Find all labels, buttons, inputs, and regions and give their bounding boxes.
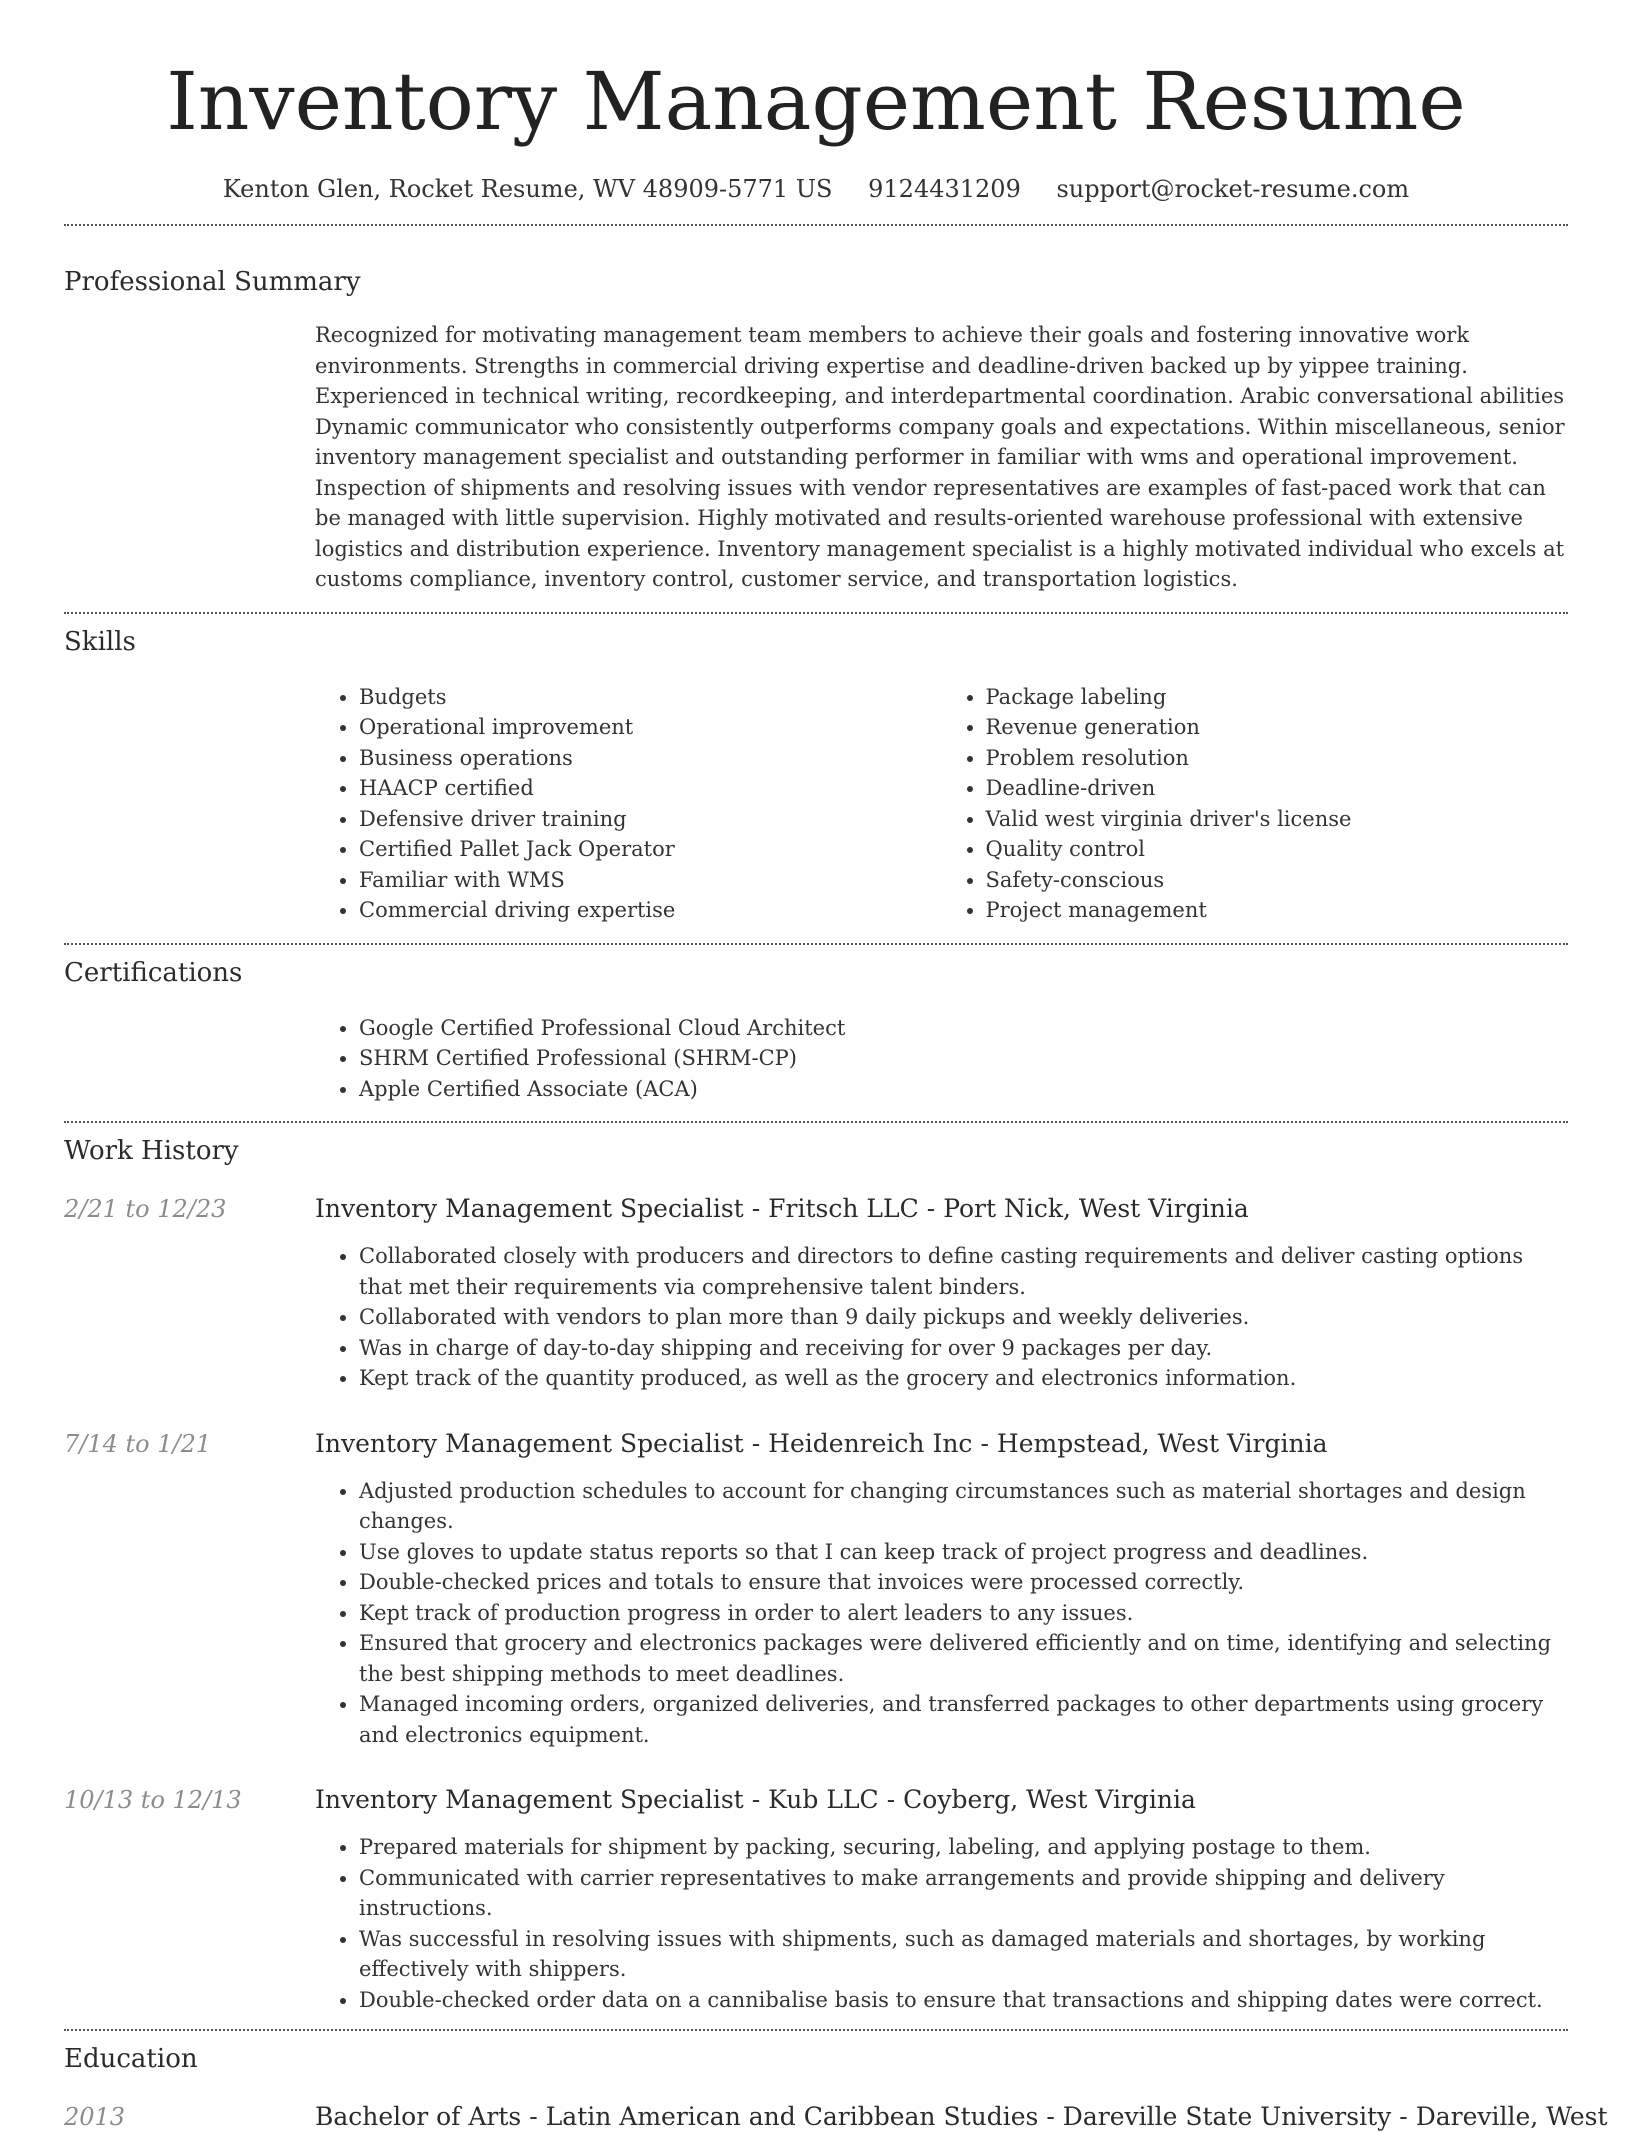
job-bullet: • Collaborated with vendors to plan more than 9 daily pickups and weekly deliveries. [359,1302,1568,1333]
job-company: Heidenreich Inc [768,1428,973,1458]
skill-item: • Quality control [986,834,1569,865]
skills-column-left [315,682,942,926]
divider [64,943,1568,945]
skill-item: • Operational improvement [359,712,942,743]
education-heading: Bachelor of Arts - Latin American and Caribbean Studies - Dareville State University - Dareville, West [315,2102,1608,2131]
section-heading-work-history: Work History [64,1136,239,1166]
job-heading: Inventory Management Specialist - Heidenreich Inc - Hempstead, West Virginia [315,1428,1328,1458]
job-company: Fritsch LLC [768,1194,919,1223]
divider [64,1121,1568,1123]
skill-item: • Deadline-driven [986,773,1569,804]
job-bullet: • Double-checked order data on a cannibalise basis to ensure that transactions and shipping dates were correct. [359,1985,1568,2016]
job-bullet: • Prepared materials for shipment by packing, securing, labeling, and applying postage to them. [359,1832,1568,1863]
certifications-list [315,1013,1568,1105]
job-company: Kub LLC [768,1785,879,1814]
education-location: Dareville, West [1415,2102,1608,2131]
job-dates: 7/14 to 1/21 [64,1429,212,1458]
skill-item: • Familiar with WMS [359,865,942,896]
education-entry [64,2101,1608,2133]
summary-text: Recognized for motivating management team members to achieve their goals and fostering innovative work environments. Strengths in commercial driving expertise and deadline-driven backed up by yippee training. Experienced in technical writing, recordkeeping, and interdepartmental coordination. Arabic conversational abilities Dynamic communicator who consistently outperforms company goals and expectations. Within miscellaneous, senior inventory management specialist and outstanding performer in familiar with wms and operational improvement. Inspection of shipments and resolving issues with vendor representatives are examples of fast-paced work that can be managed with little supervision. Highly motivated and results-oriented warehouse professional with extensive logistics and distribution experience. Inventory management specialist is a highly motivated individual who excels at customs compliance, inventory control, customer service, and transportation logistics. [315,323,1565,591]
certification-item: • Apple Certified Associate (ACA) [359,1074,1568,1105]
job-heading: Inventory Management Specialist - Kub LLC - Coyberg, West Virginia [315,1785,1196,1814]
job-bullet: • Was in charge of day-to-day shipping and receiving for over 9 packages per day. [359,1333,1568,1364]
job-entry [64,1428,1568,1751]
skill-item: • Safety-conscious [986,865,1569,896]
contact-phone: 9124431209 [868,175,1021,203]
skill-item: • Business operations [359,743,942,774]
skill-item: • Valid west virginia driver's license [986,804,1569,835]
section-heading-certifications: Certifications [64,957,243,988]
job-bullet: • Kept track of the quantity produced, as well as the grocery and electronics information. [359,1363,1568,1394]
certification-item: • Google Certified Professional Cloud Architect [359,1013,1568,1044]
job-bullet: • Managed incoming orders, organized deliveries, and transferred packages to other departments using grocery and electronics equipment. [359,1689,1568,1750]
education-school: Dareville State University [1062,2102,1392,2131]
job-dates: 10/13 to 12/13 [64,1786,242,1814]
contact-line [64,174,1568,204]
divider [64,2029,1568,2031]
divider [64,612,1568,614]
job-location: Coyberg, West Virginia [903,1785,1196,1814]
job-role: Inventory Management Specialist [315,1194,744,1223]
job-role: Inventory Management Specialist [315,1785,744,1814]
contact-email: support@rocket-resume.com [1056,175,1410,203]
skills-column-right [942,682,1569,926]
job-bullet: • Collaborated closely with producers and directors to define casting requirements and deliver casting options that met their requirements via comprehensive talent binders. [359,1241,1568,1302]
education-degree: Bachelor of Arts [315,2102,522,2131]
divider [64,224,1568,226]
job-location: Hempstead, West Virginia [996,1428,1328,1458]
skill-item: • Revenue generation [986,712,1569,743]
job-bullet: • Double-checked prices and totals to ensure that invoices were processed correctly. [359,1567,1568,1598]
job-bullet: • Kept track of production progress in order to alert leaders to any issues. [359,1598,1568,1629]
resume-title: Inventory Management Resume [166,55,1466,148]
education-field: Latin American and Caribbean Studies [545,2102,1039,2131]
job-bullets [315,1832,1568,2015]
job-bullets [315,1241,1568,1394]
job-bullet: • Ensured that grocery and electronics packages were delivered efficiently and on time, identifying and selecting the best shipping methods to meet deadlines. [359,1628,1568,1689]
section-heading-skills: Skills [64,626,136,657]
contact-address: Kenton Glen, Rocket Resume, WV 48909-5771 US [222,175,833,203]
skill-item: • Budgets [359,682,942,713]
skill-item: • Defensive driver training [359,804,942,835]
skill-item: • Problem resolution [986,743,1569,774]
job-bullet: • Adjusted production schedules to account for changing circumstances such as material shortages and design changes. [359,1476,1568,1537]
certification-item: • SHRM Certified Professional (SHRM-CP) [359,1043,1568,1074]
section-heading-summary: Professional Summary [64,267,361,297]
job-bullet: • Communicated with carrier representatives to make arrangements and provide shipping and delivery instructions. [359,1863,1568,1924]
job-dates: 2/21 to 12/23 [64,1195,227,1223]
skill-item: • HAACP certified [359,773,942,804]
skill-item: • Certified Pallet Jack Operator [359,834,942,865]
section-heading-education: Education [64,2044,198,2074]
education-year: 2013 [64,2103,126,2131]
skill-item: • Package labeling [986,682,1569,713]
job-heading: Inventory Management Specialist - Fritsch LLC - Port Nick, West Virginia [315,1194,1249,1223]
skill-item: • Project management [986,895,1569,926]
resume-page [64,0,1608,2133]
job-bullet: • Use gloves to update status reports so that I can keep track of project progress and deadlines. [359,1537,1568,1568]
job-role: Inventory Management Specialist [315,1428,744,1458]
job-entry [64,1193,1568,1394]
skill-item: • Commercial driving expertise [359,895,942,926]
job-bullet: • Was successful in resolving issues with shipments, such as damaged materials and shortages, by working effectively with shippers. [359,1924,1568,1985]
job-entry [64,1784,1568,2015]
job-bullets [315,1476,1568,1751]
skills-list [315,682,1568,926]
job-location: Port Nick, West Virginia [943,1194,1249,1223]
